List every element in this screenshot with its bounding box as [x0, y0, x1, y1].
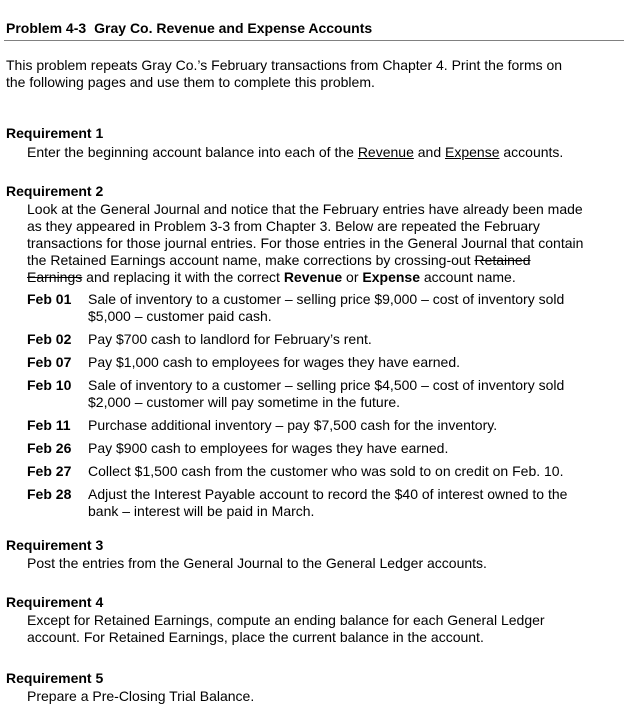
transaction-date: Feb 28	[27, 486, 72, 502]
transaction-line: Pay $700 cash to landlord for February’s rent.	[88, 331, 372, 347]
requirement-5-heading: Requirement 5	[6, 670, 104, 686]
transaction-description	[88, 486, 618, 520]
transaction-line: Collect $1,500 cash from the customer who was sold to on credit on Feb. 10.	[88, 463, 564, 479]
req2-text: and replacing it with the correct	[82, 269, 284, 285]
req4-line: account. For Retained Earnings, place the current balance in the account.	[27, 629, 484, 645]
requirement-4-heading: Requirement 4	[6, 594, 104, 610]
req2-text: the Retained Earnings account name, make corrections by crossing-out	[27, 252, 475, 268]
transaction-line: $5,000 – customer paid cash.	[88, 308, 272, 324]
transaction-line: Sale of inventory to a customer – selling price $4,500 – cost of inventory sold	[88, 377, 565, 393]
struck-retained: Retained	[474, 252, 531, 268]
transaction-description	[88, 417, 618, 434]
requirement-3-heading: Requirement 3	[6, 537, 104, 553]
req2-line: as they appeared in Problem 3-3 from Chapter 3. Below are repeated the February	[27, 218, 540, 234]
transaction-line: Sale of inventory to a customer – selling price $9,000 – cost of inventory sold	[88, 291, 565, 307]
transaction-date: Feb 02	[27, 331, 72, 347]
req1-text: and	[413, 144, 445, 160]
req2-text: or	[342, 269, 363, 285]
transaction-date: Feb 01	[27, 291, 72, 307]
transaction-description	[88, 463, 618, 480]
transaction-date: Feb 07	[27, 354, 72, 370]
intro-line: This problem repeats Gray Co.’s February transactions from Chapter 4. Print the forms on	[6, 57, 563, 73]
page-title	[6, 20, 372, 37]
transaction-description	[88, 354, 618, 371]
transaction-line: Pay $1,000 cash to employees for wages they have earned.	[88, 354, 461, 370]
problem-number: Problem 4-3	[6, 20, 87, 36]
transaction-description	[88, 291, 618, 325]
req2-line	[27, 252, 627, 269]
requirement-3-text: Post the entries from the General Journal to the General Ledger accounts.	[27, 555, 487, 571]
req2-line	[27, 269, 627, 286]
title-divider	[4, 40, 624, 41]
transaction-line: Adjust the Interest Payable account to record the $40 of interest owned to the	[88, 486, 568, 502]
intro-line: the following pages and use them to complete this problem.	[6, 74, 375, 90]
req2-line: Look at the General Journal and notice that the February entries have already been made	[27, 201, 583, 217]
intro-paragraph	[6, 57, 606, 91]
req1-text: Enter the beginning account balance into each of the	[27, 144, 358, 160]
requirement-2-heading: Requirement 2	[6, 183, 104, 199]
expense-term: Expense	[445, 144, 500, 160]
req2-text: account name.	[420, 269, 516, 285]
revenue-bold: Revenue	[283, 269, 343, 285]
requirement-1-heading: Requirement 1	[6, 125, 104, 141]
requirement-4-text	[27, 612, 627, 646]
transaction-date: Feb 27	[27, 463, 72, 479]
transaction-line: Pay $900 cash to employees for wages they have earned.	[88, 440, 449, 456]
transaction-description	[88, 440, 618, 457]
transaction-date: Feb 26	[27, 440, 72, 456]
struck-earnings: Earnings	[27, 269, 83, 285]
requirement-1-text	[27, 144, 627, 161]
transaction-date: Feb 10	[27, 377, 72, 393]
transaction-line: Purchase additional inventory – pay $7,500 cash for the inventory.	[88, 417, 498, 433]
revenue-term: Revenue	[357, 144, 414, 160]
expense-bold: Expense	[362, 269, 420, 285]
requirement-5-text: Prepare a Pre-Closing Trial Balance.	[27, 688, 255, 704]
transaction-date: Feb 11	[27, 417, 71, 433]
transaction-description	[88, 377, 618, 411]
transaction-description	[88, 331, 618, 348]
requirement-2-text	[27, 201, 627, 286]
problem-title: Gray Co. Revenue and Expense Accounts	[94, 20, 373, 36]
req1-text: accounts.	[499, 144, 564, 160]
req2-line: transactions for those journal entries. For those entries in the General Journal that contain	[27, 235, 584, 251]
transaction-line: bank – interest will be paid in March.	[88, 503, 315, 519]
transaction-line: $2,000 – customer will pay sometime in the future.	[88, 394, 401, 410]
req4-line: Except for Retained Earnings, compute an ending balance for each General Ledger	[27, 612, 545, 628]
